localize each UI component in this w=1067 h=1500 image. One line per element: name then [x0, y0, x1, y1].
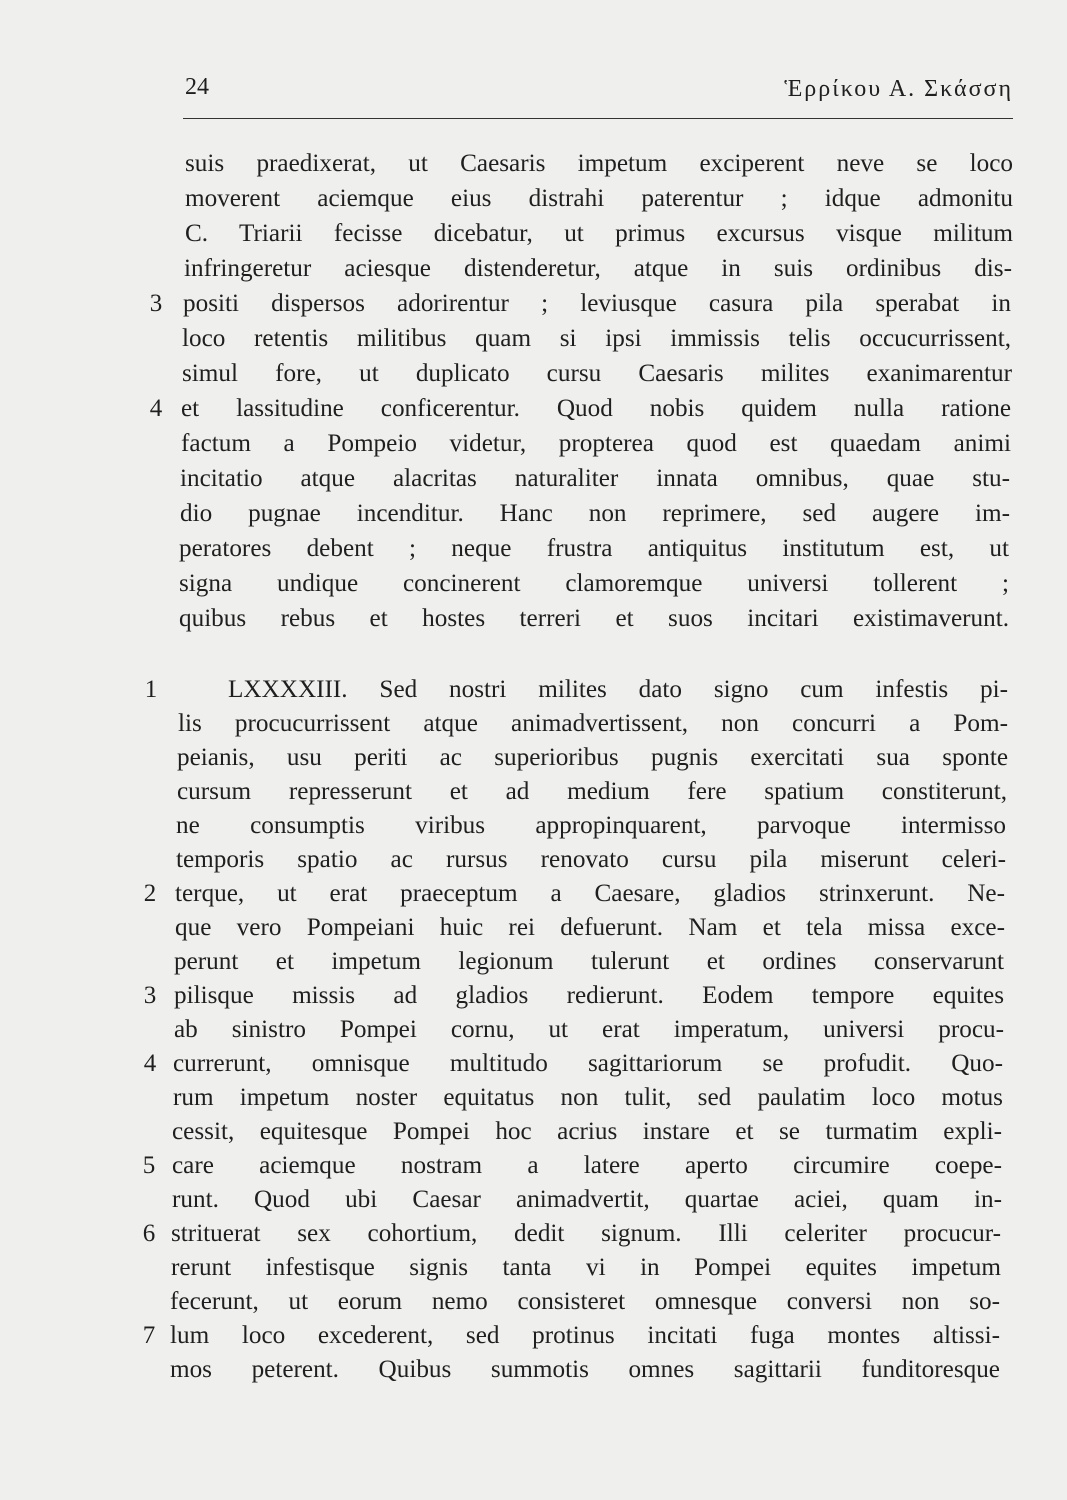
text-line: terque, ut erat praeceptum a Caesare, gladios strinxerunt. Ne- — [175, 880, 1005, 907]
text-line: lum loco excederent, sed protinus incitati fuga montes altissi- — [170, 1322, 1000, 1349]
section-marker: 4 — [143, 1050, 157, 1077]
section-marker: 4 — [149, 395, 163, 422]
text-line: runt. Quod ubi Caesar animadvertit, quartae aciei, quam in- — [172, 1186, 1002, 1213]
text-line: loco retentis militibus quam si ipsi immissis telis occucurrissent, — [182, 325, 1011, 352]
text-line: simul fore, ut duplicato cursu Caesaris milites exanimarentur — [182, 360, 1012, 387]
text-line: C. Triarii fecisse dicebatur, ut primus excursus visque militum — [185, 220, 1013, 247]
text-line: signa undique concinerent clamoremque universi tollerent ; — [179, 570, 1009, 597]
text-line: cessit, equitesque Pompei hoc acrius instare et se turmatim expli- — [172, 1118, 1002, 1145]
section-marker: 1 — [144, 676, 158, 703]
text-line: infringeretur aciesque distenderetur, atque in suis ordinibus dis- — [184, 255, 1012, 282]
text-line: suis praedixerat, ut Caesaris impetum exciperent neve se loco — [185, 150, 1013, 177]
section-marker: 2 — [143, 880, 157, 907]
text-line: LXXXXIII. Sed nostri milites dato signo cum infestis pi- — [228, 676, 1008, 703]
text-line: care aciemque nostram a latere aperto circumire coepe- — [172, 1152, 1002, 1179]
text-line: peianis, usu periti ac superioribus pugnis exercitati sua sponte — [177, 744, 1008, 771]
section-marker: 5 — [142, 1152, 156, 1179]
header-rule — [183, 118, 1013, 119]
text-line: strituerat sex cohortium, dedit signum. Illi celeriter procucur- — [171, 1220, 1001, 1247]
text-line: temporis spatio ac rursus renovato cursu pila miserunt celeri- — [176, 846, 1006, 873]
text-line: ab sinistro Pompei cornu, ut erat imperatum, universi procu- — [174, 1016, 1004, 1043]
text-line: pilisque missis ad gladios redierunt. Eodem tempore equites — [174, 982, 1004, 1009]
text-line: rum impetum noster equitatus non tulit, sed paulatim loco motus — [173, 1084, 1003, 1111]
text-line: mos peterent. Quibus summotis omnes sagittarii funditoresque — [170, 1356, 1000, 1383]
text-line: lis procucurrissent atque animadvertissent, non concurri a Pom- — [178, 710, 1008, 737]
page-number: 24 — [185, 74, 209, 100]
text-line: ne consumptis viribus appropinquarent, parvoque intermisso — [176, 812, 1006, 839]
text-line: fecerunt, ut eorum nemo consisteret omnesque conversi non so- — [170, 1288, 1000, 1315]
text-line: quibus rebus et hostes terreri et suos incitari existimaverunt. — [179, 605, 1009, 632]
text-line: et lassitudine conficerentur. Quod nobis quidem nulla ratione — [181, 395, 1011, 422]
text-line: moverent aciemque eius distrahi paterentur ; idque admonitu — [185, 185, 1013, 212]
text-line: currerunt, omnisque multitudo sagittariorum se profudit. Quo- — [173, 1050, 1003, 1077]
page-header — [185, 72, 1013, 112]
text-line: positi dispersos adorirentur ; leviusque casura pila sperabat in — [183, 290, 1011, 317]
text-line: rerunt infestisque signis tanta vi in Pompei equites impetum — [171, 1254, 1001, 1281]
section-marker: 7 — [142, 1322, 156, 1349]
text-line: peratores debent ; neque frustra antiquitus institutum est, ut — [179, 535, 1009, 562]
text-line: incitatio atque alacritas naturaliter innata omnibus, quae stu- — [180, 465, 1010, 492]
text-line: cursum represserunt et ad medium fere spatium constiterunt, — [177, 778, 1007, 805]
section-marker: 3 — [143, 982, 157, 1009]
text-line: que vero Pompeiani huic rei defuerunt. Nam et tela missa exce- — [175, 914, 1005, 941]
section-marker: 6 — [142, 1220, 156, 1247]
text-line: factum a Pompeio videtur, propterea quod est quaedam animi — [181, 430, 1011, 457]
running-head: Ἑρρίκου Α. Σκάσση — [784, 76, 1013, 102]
section-marker: 3 — [149, 290, 163, 317]
text-line: perunt et impetum legionum tulerunt et ordines conservarunt — [174, 948, 1004, 975]
text-line: dio pugnae incenditur. Hanc non reprimere, sed augere im- — [180, 500, 1010, 527]
